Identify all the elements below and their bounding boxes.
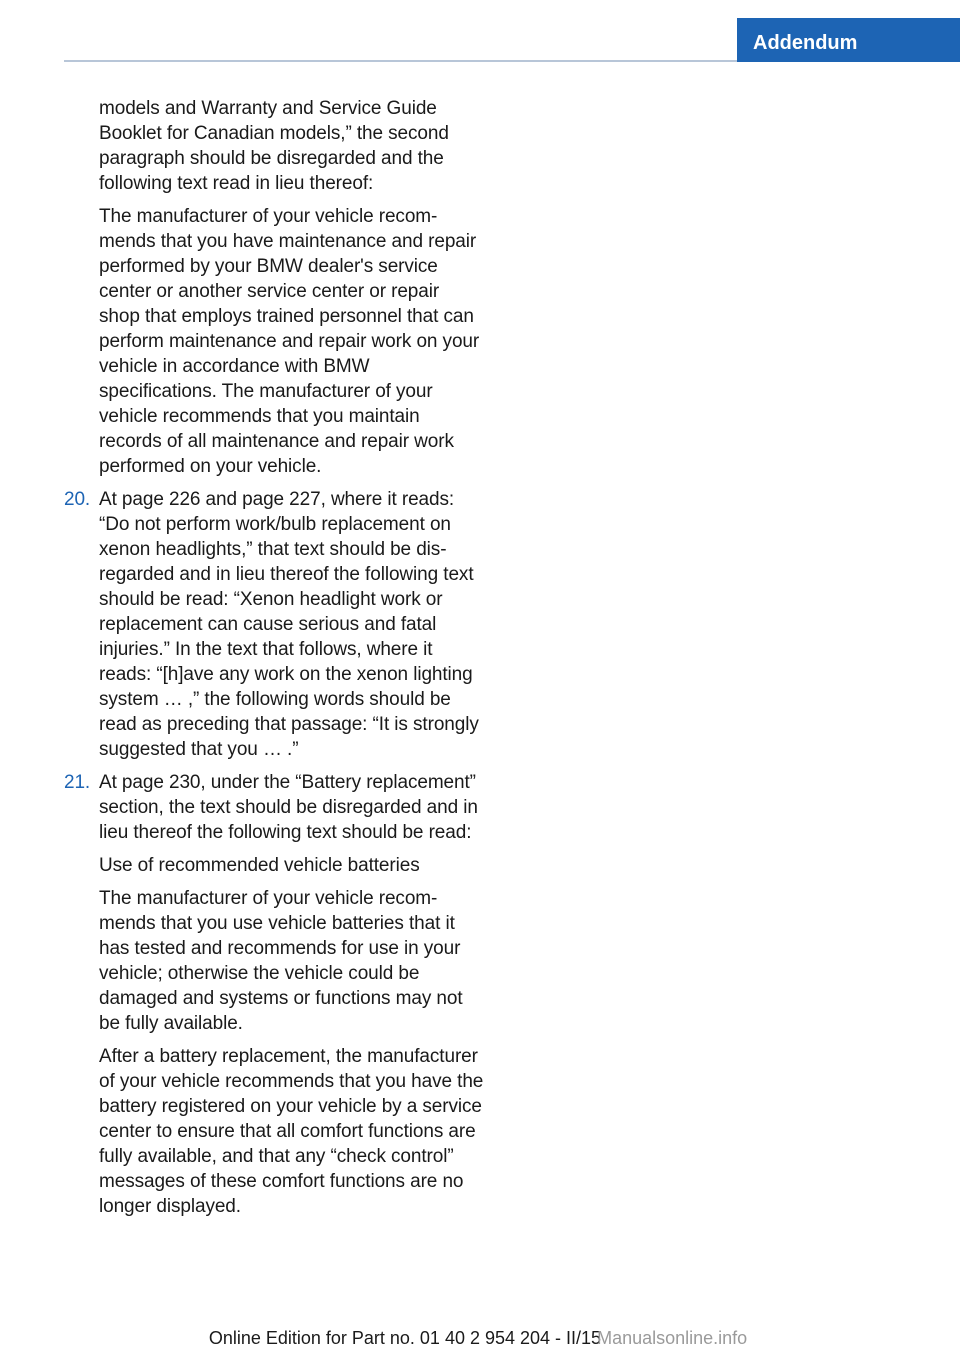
section-header-tab [737,18,960,62]
list-item-21 [64,770,484,1219]
watermark-text: Manualsonline.info [597,1328,748,1348]
intro-paragraph: models and Warranty and Service Guide Booklet for Canadian models,” the second paragraph should be disregarded and the following text read in lieu thereof: [99,98,449,194]
page-footer [0,1328,960,1349]
text-column [64,96,484,1227]
list-item-paragraph: After a battery replacement, the manufacturer of your vehicle recommends that you have the battery registered on your vehicle by a service center to ensure that all comfort functions are fully available, and that any “check control” messages of these comfort functions are no longer displayed. [99,1046,484,1217]
list-item-paragraph: Use of recommended vehicle batteries [99,855,420,876]
list-item-20 [64,487,484,762]
list-item-paragraph: At page 226 and page 227, where it reads: “Do not perform work/bulb replacement on xenon headlights,” that text should be disregarded and in lieu thereof the following text should be read: “Xenon headlight work or replacement can cause serious and fatal injuries.” In the text that follows, where it reads: “[h]ave any work on the xenon lighting system … ,” the following words should be read as preceding that passage: “It is strongly suggested that you … .” [99,489,479,760]
edition-text: Online Edition for Part no. 01 40 2 954 204 - II/15 [208,1328,602,1348]
intro-paragraph: The manufacturer of your vehicle recommends that you have maintenance and repair performed by your BMW dealer's service center or another service center or repair shop that employs trained personnel that can perform maintenance and repair work on your vehicle in accordance with BMW specifications. The manufacturer of your vehicle recommends that you maintain records of all maintenance and repair work performed on your vehicle. [99,206,480,477]
list-item-number: 21. [64,772,91,793]
list-item-paragraph: At page 230, under the “Battery replacement” section, the text should be disregarded and in lieu thereof the following text should be read: [99,772,478,843]
section-title: Addendum [753,32,858,54]
list-item-paragraph: The manufacturer of your vehicle recommends that you use vehicle batteries that it has tested and recommends for use in your vehicle; otherwise the vehicle could be damaged and systems or functions may not be fully available. [99,888,463,1034]
list-item-number: 20. [64,489,91,510]
